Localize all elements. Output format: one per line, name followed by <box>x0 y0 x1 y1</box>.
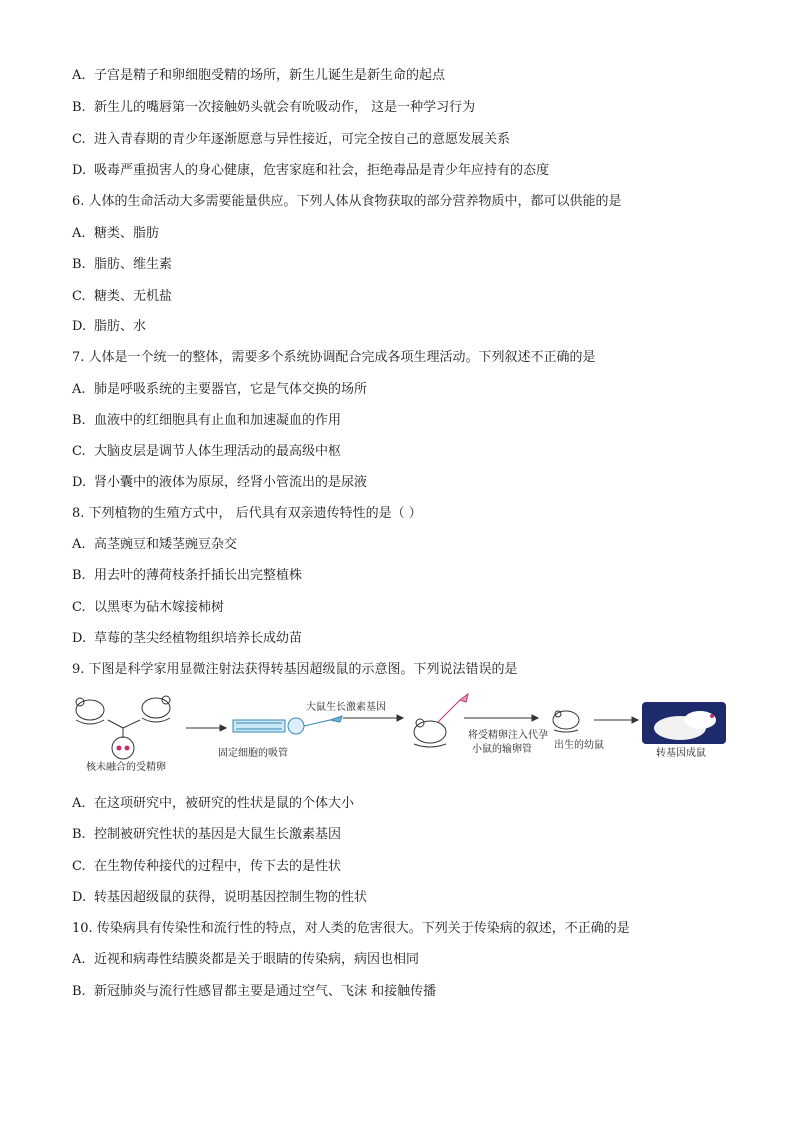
diagram-drawing <box>68 690 728 780</box>
q9-option-d: D. 转基因超级鼠的获得，说明基因控制生物的性状 <box>72 890 368 905</box>
q8-option-a: A. 高茎豌豆和矮茎豌豆杂交 <box>72 537 238 552</box>
q7-option-c: C. 大脑皮层是调节人体生理活动的最高级中枢 <box>72 444 342 459</box>
q9-option-b: B. 控制被研究性状的基因是大鼠生长激素基因 <box>72 827 342 842</box>
label-growth-hormone-gene: 大鼠生长激素基因 <box>306 702 386 713</box>
label-baby-mouse: 出生的幼鼠 <box>554 740 604 751</box>
label-fertilized-egg: 核未融合的受精卵 <box>86 762 166 773</box>
baby-mouse-icon <box>553 711 579 732</box>
q6-option-d: D. 脂肪、水 <box>72 319 147 334</box>
label-inject-egg-line1: 将受精卵注入代孕 <box>468 730 548 741</box>
q10-option-a: A. 近视和病毒性结膜炎都是关于眼睛的传染病，病因也相同 <box>72 952 420 967</box>
parent-mouse-right-icon <box>142 696 170 722</box>
holding-pipette-icon <box>233 716 342 734</box>
surrogate-mouse-icon <box>414 694 468 747</box>
q8-stem: 8. 下列植物的生殖方式中， 后代具有双亲遗传特性的是（ ） <box>72 506 422 521</box>
q6-option-a: A. 糖类、脂肪 <box>72 226 160 241</box>
label-adult-mouse: 转基因成鼠 <box>656 748 706 759</box>
q9-stem: 9. 下图是科学家用显微注射法获得转基因超级鼠的示意图。下列说法错误的是 <box>72 662 518 677</box>
q7-option-d: D. 肾小囊中的液体为原尿，经肾小管流出的是尿液 <box>72 475 368 490</box>
q10-option-b: B. 新冠肺炎与流行性感冒都主要是通过空气、飞沫 和接触传播 <box>72 984 437 999</box>
q7-option-a: A. 肺是呼吸系统的主要器官，它是气体交换的场所 <box>72 382 368 397</box>
q9-option-a: A. 在这项研究中，被研究的性状是鼠的个体大小 <box>72 796 355 811</box>
q6-option-c: C. 糖类、无机盐 <box>72 289 173 304</box>
q5-option-c: C. 进入青春期的青少年逐渐愿意与异性接近，可完全按自己的意愿发展关系 <box>72 132 511 147</box>
q8-option-c: C. 以黑枣为砧木嫁接柿树 <box>72 600 225 615</box>
q9-option-c: C. 在生物传种接代的过程中，传下去的是性状 <box>72 859 342 874</box>
fertilized-egg-icon <box>112 737 134 759</box>
parent-mouse-left-icon <box>76 698 104 724</box>
q8-option-d: D. 草莓的茎尖经植物组织培养长成幼苗 <box>72 631 303 646</box>
q7-stem: 7. 人体是一个统一的整体，需要多个系统协调配合完成各项生理活动。下列叙述不正确的是 <box>72 350 596 365</box>
q6-option-b: B. 脂肪、维生素 <box>72 257 173 272</box>
q7-option-b: B. 血液中的红细胞具有止血和加速凝血的作用 <box>72 413 342 428</box>
q10-stem: 10. 传染病具有传染性和流行性的特点，对人类的危害很大。下列关于传染病的叙述，不正确的是 <box>72 921 630 936</box>
adult-transgenic-mouse-icon <box>642 702 726 744</box>
q5-option-a: A. 子宫是精子和卵细胞受精的场所，新生儿诞生是新生命的起点 <box>72 68 446 83</box>
q8-option-b: B. 用去叶的薄荷枝条扦插长出完整植株 <box>72 568 303 583</box>
q6-stem: 6. 人体的生命活动大多需要能量供应。下列人体从食物获取的部分营养物质中，都可以供能的是 <box>72 194 622 209</box>
label-holding-pipette: 固定细胞的吸管 <box>218 748 288 759</box>
q5-option-d: D. 吸毒严重损害人的身心健康，危害家庭和社会，拒绝毒品是青少年应持有的态度 <box>72 163 550 178</box>
label-inject-egg-line2: 小鼠的输卵管 <box>472 744 532 755</box>
q5-option-b: B. 新生儿的嘴唇第一次接触奶头就会有吮吸动作， 这是一种学习行为 <box>72 100 476 115</box>
transgenic-mouse-diagram <box>68 690 728 780</box>
